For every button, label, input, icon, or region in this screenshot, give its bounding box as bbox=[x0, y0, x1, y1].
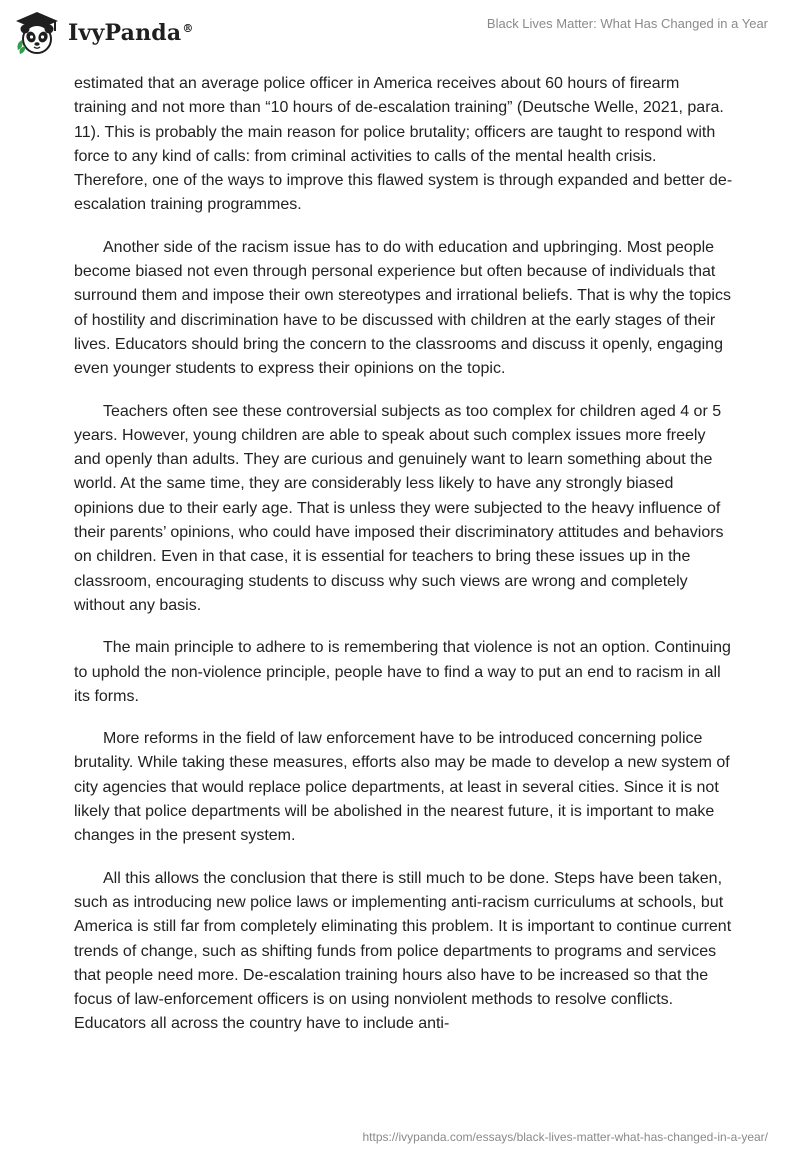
paragraph: Teachers often see these controversial subjects as too complex for children aged 4 or 5 years. However, young children are able to speak about such complex issues more freely and openly than adults. They are curious and genuinely want to learn something about the world. At the same time, they are considerably less likely to have any strongly biased opinions due to their early age. That is unless they were subjected to the heavy influence of their parents’ opinions, who could have imposed their discriminatory attitudes and behaviors on children. Even in that case, it is essential for teachers to bring these issues up in the classroom, encouraging students to discuss why such views are wrong and completely without any basis. bbox=[74, 402, 724, 614]
page-header bbox=[0, 0, 800, 70]
ivypanda-logo[interactable] bbox=[14, 10, 194, 56]
paragraph: More reforms in the field of law enforcement have to be introduced concerning police brutality. While taking these measures, efforts also may be made to develop a new system of city agencies that would replace police departments, at least in several cities. Since it is not likely that police departments will be abolished in the nearest future, it is important to make changes in the present system. bbox=[74, 730, 730, 845]
brand-name: IvyPanda® bbox=[68, 20, 194, 46]
paragraph: The main principle to adhere to is remembering that violence is not an option. Continuing to uphold the non-violence principle, people have to find a way to put an end to racism in all its forms. bbox=[74, 639, 731, 705]
panda-graduate-icon bbox=[14, 10, 60, 56]
paragraph: estimated that an average police officer in America receives about 60 hours of firearm training and not more than “10 hours of de-escalation training” (Deutsche Welle, 2021, para. 11). This is probably the main reason for police brutality; officers are taught to respond with force to any kind of calls: from criminal activities to calls of the mental health crisis. Therefore, one of the ways to improve this flawed system is through expanded and better de-escalation training programmes. bbox=[74, 75, 733, 214]
source-url[interactable]: https://ivypanda.com/essays/black-lives-matter-what-has-changed-in-a-year/ bbox=[362, 1130, 768, 1144]
document-title: Black Lives Matter: What Has Changed in a Year bbox=[486, 16, 768, 31]
registered-mark: ® bbox=[182, 21, 194, 35]
paragraph: Another side of the racism issue has to do with education and upbringing. Most people become biased not even through personal experience but often because of individuals that surround them and impose their own stereotypes and irrational beliefs. That is why the topics of hostility and discrimination have to be discussed with children at the early stages of their lives. Educators should bring the concern to the classrooms and discuss it openly, engaging even younger students to express their opinions on the topic. bbox=[74, 238, 731, 378]
paragraph: All this allows the conclusion that there is still much to be done. Steps have been taken, such as introducing new police laws or implementing anti-racism curriculums at schools, but America is still far from completely eliminating this problem. It is important to continue current trends of change, such as shifting funds from police departments to programs and services that people need more. De-escalation training hours also have to be increased so that the focus of law-enforcement officers is on using nonviolent methods to resolve conflicts. Educators all across the country have to include anti- bbox=[74, 869, 732, 1033]
essay-body bbox=[74, 72, 734, 1055]
